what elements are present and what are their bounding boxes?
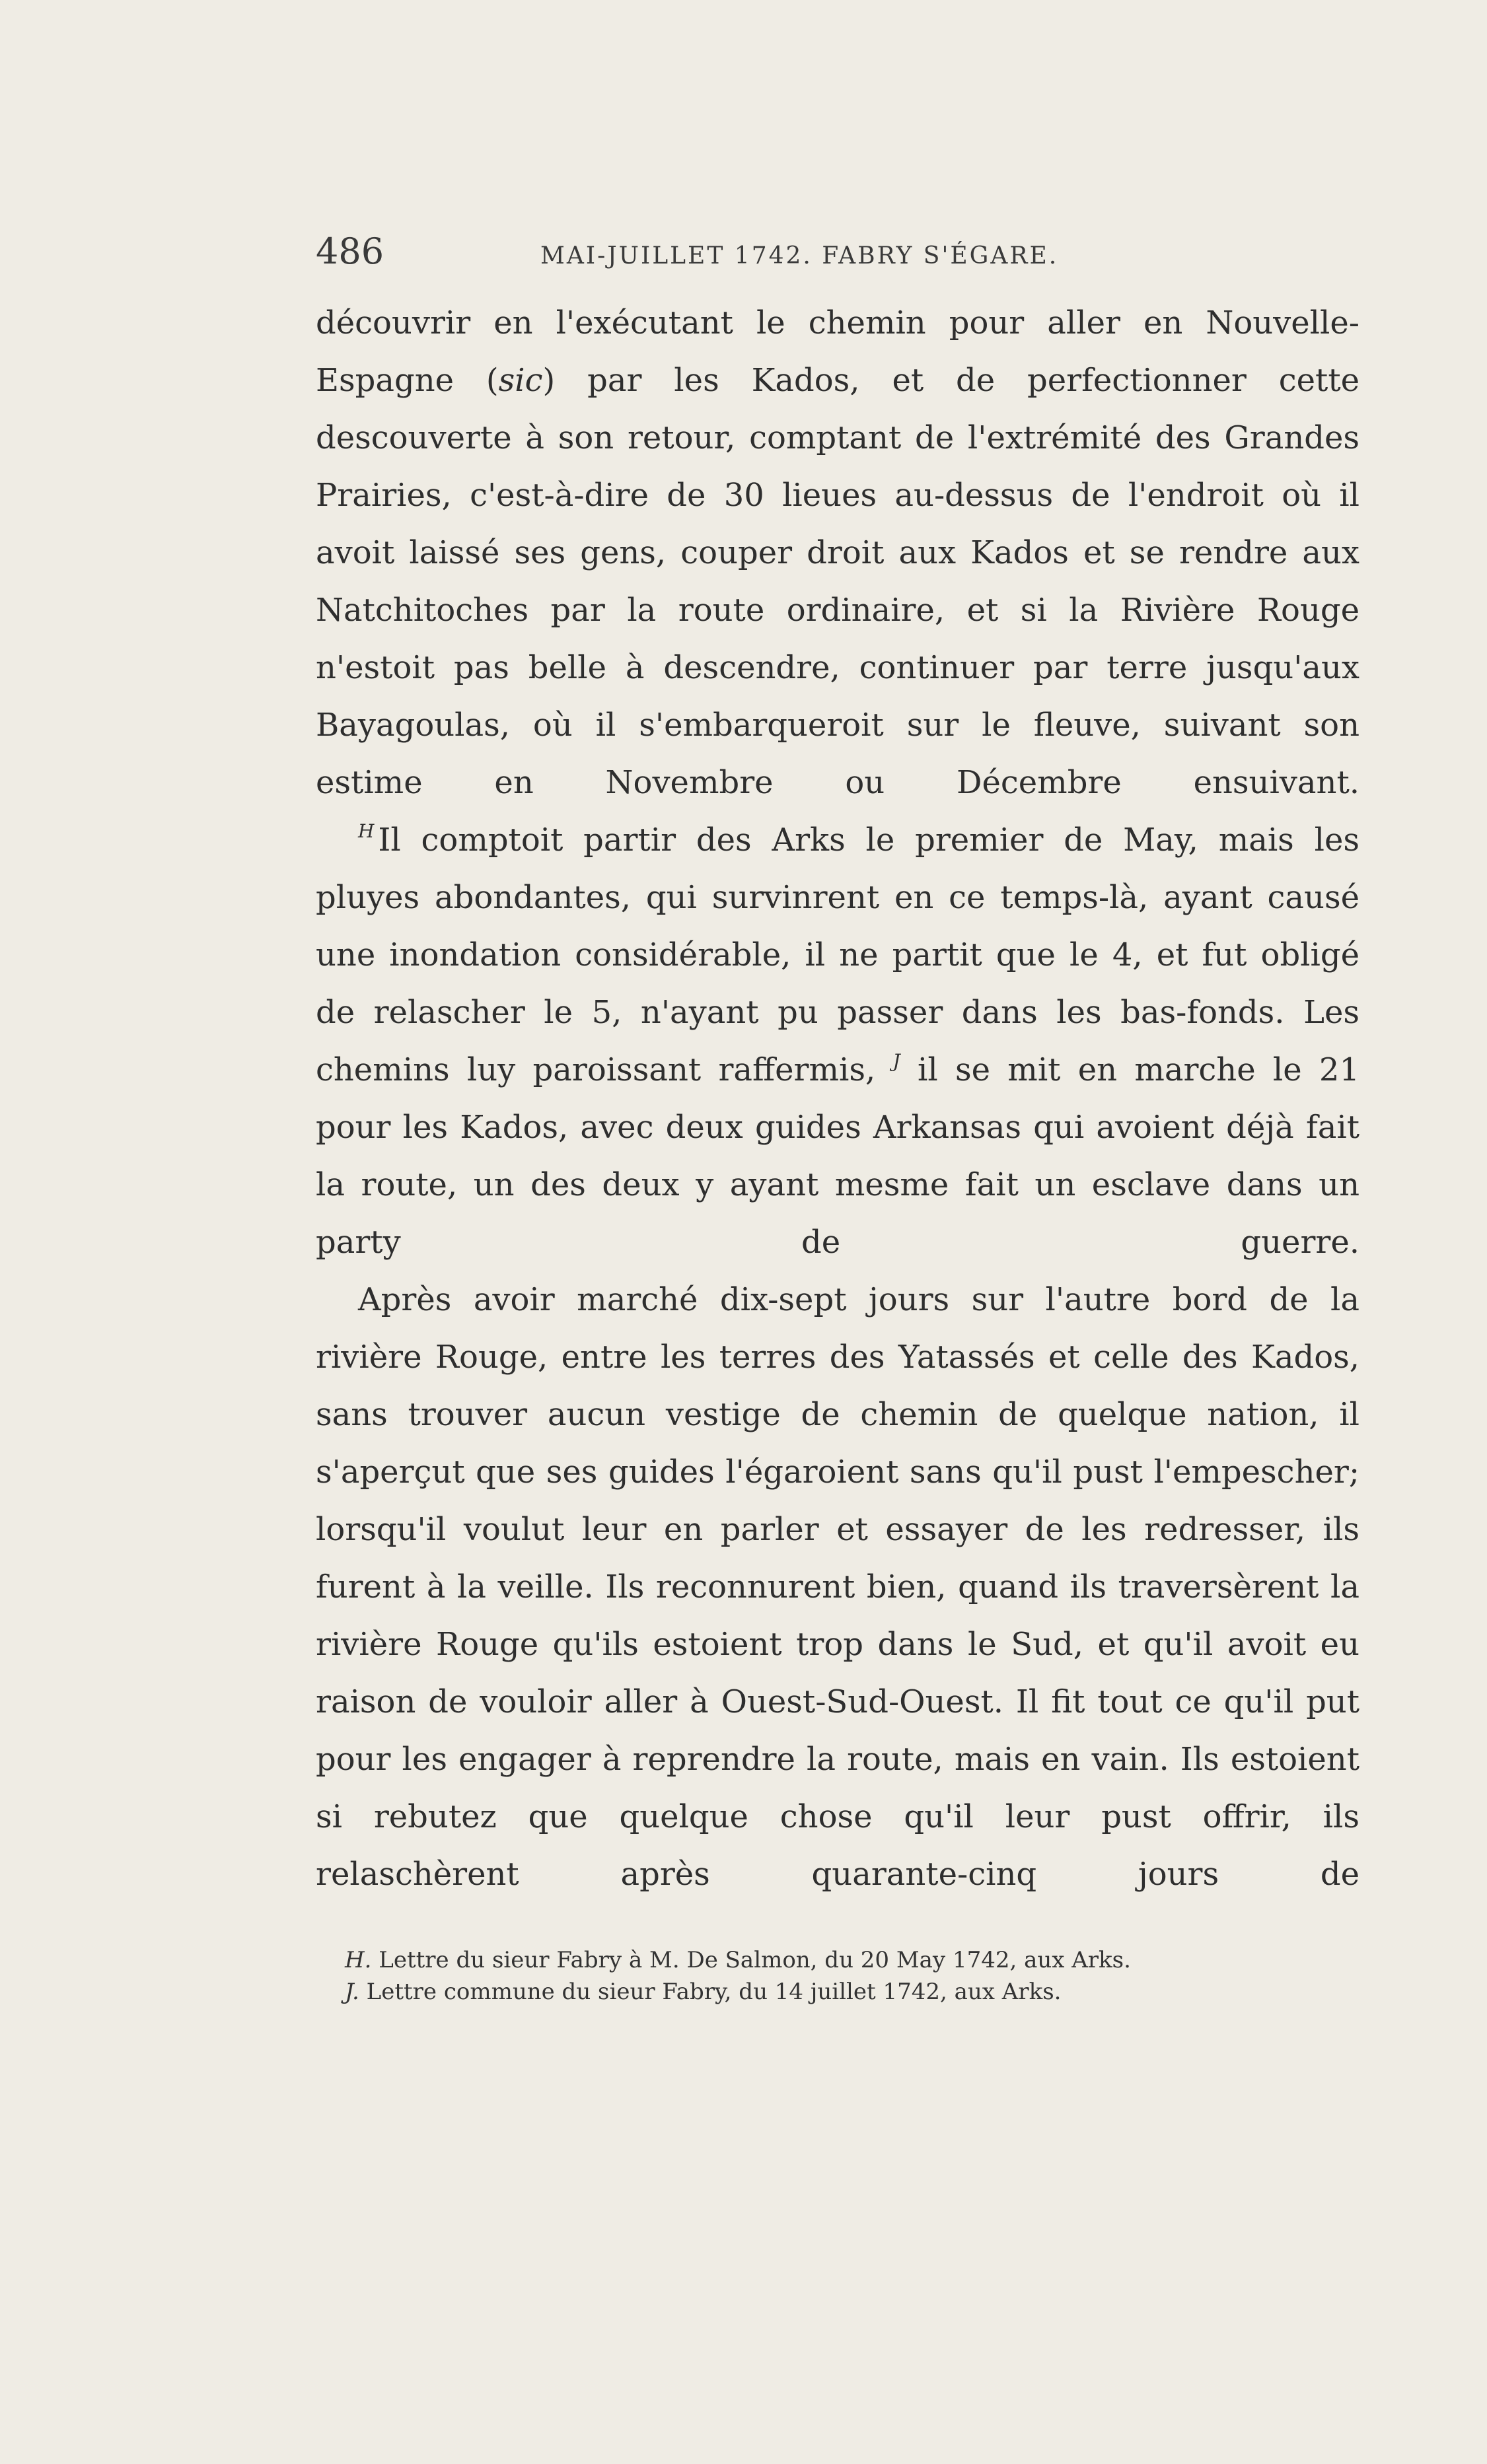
paragraph-2-text-start: Il comptoit partir des Arks le premier de May, mais les pluyes abondantes, qui survinrent en ce temps-là, ayant causé une inondation considérable, il ne partit que le 4, et fut obligé de relascher le 5, n'ayant pu passer dans les bas-fonds. Les chemins luy paroissant raffermis, [316,822,1360,1088]
running-head: MAI-JUILLET 1742. FABRY S'ÉGARE. [540,242,1059,269]
page-number: 486 [316,230,384,272]
page-header [316,222,1360,281]
paragraph-2-text-end: il se mit en marche le 21 pour les Kados, avec deux guides Arkansas qui avoient déjà fait la route, un des deux y ayant mesme fait un esclave dans un party de guerre. [316,1051,1360,1261]
footnote-marker-j: J [892,1050,900,1072]
footnote-h-text: Lettre du sieur Fabry à M. De Salmon, du 20 May 1742, aux Arks. [379,1947,1131,1973]
footnote-j-text: Lettre commune du sieur Fabry, du 14 juillet 1742, aux Arks. [366,1979,1062,2005]
sic-annotation: sic [498,362,543,399]
paragraph-1-text-end: ) par les Kados, et de perfectionner cette descouverte à son retour, comptant de l'extrémité des Grandes Prairies, c'est-à-dire de 30 lieues au-dessus de l'endroit où il avoit laissé ses gens, couper droit aux Kados et se rendre aux Natchitoches par la route ordinaire, et si la Rivière Rouge n'estoit pas belle à descendre, continuer par terre jusqu'aux Bayagoulas, où il s'embarqueroit sur le fleuve, suivant son estime en Novembre ou Décembre ensuivant. [316,362,1360,801]
body-text [316,295,1360,1926]
paragraph-1 [316,295,1360,812]
footnote-h-mark: H. [345,1947,372,1973]
footnote-j-mark: J. [345,1979,359,2005]
footnote-marker-h: H [358,820,375,842]
footnote-j [316,1976,1360,2008]
paragraph-2 [316,812,1360,1271]
footnotes [316,1944,1360,2037]
paragraph-1-text-start: découvrir en l'exécutant le chemin pour aller en Nouvelle-Espagne ( [316,304,1360,399]
footnote-h [316,1944,1360,1976]
paragraph-3: Après avoir marché dix-sept jours sur l'autre bord de la rivière Rouge, entre les terres des Yatassés et celle des Kados, sans trouver aucun vestige de chemin de quelque nation, il s'aperçut que ses guides l'égaroient sans qu'il pust l'empescher; lorsqu'il voulut leur en parler et essayer de les redresser, ils furent à la veille. Ils reconnurent bien, quand ils traversèrent la rivière Rouge qu'ils estoient trop dans le Sud, et qu'il avoit eu raison de vouloir aller à Ouest-Sud-Ouest. Il fit tout ce qu'il put pour les engager à reprendre la route, mais en vain. Ils estoient si rebutez que quelque chose qu'il leur pust offrir, ils relaschèrent après quarante-cinq jours de [316,1281,1360,1893]
